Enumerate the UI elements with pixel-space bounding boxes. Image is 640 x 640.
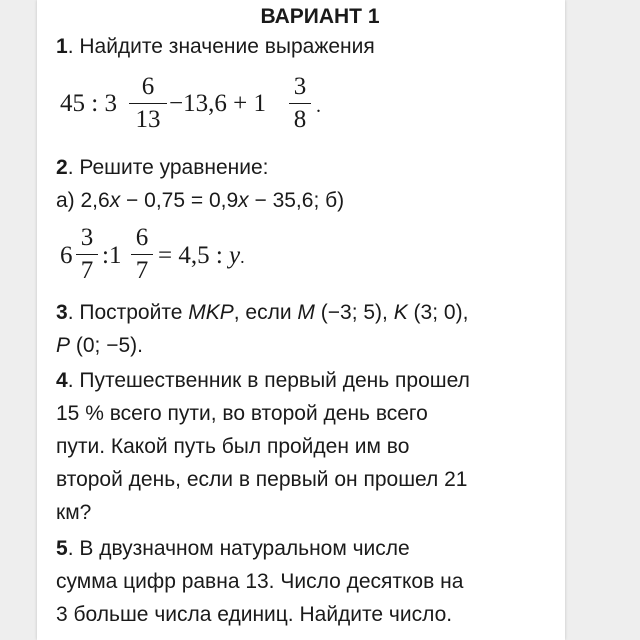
task4-line-4: второй день, если в первый он прошел 21 (56, 468, 468, 491)
fraction-bar (76, 254, 98, 255)
task5-line-1 (56, 535, 410, 563)
point-p-label: P (56, 334, 71, 357)
task1-heading (56, 33, 375, 61)
task2-number: 2 (56, 156, 68, 179)
task2-expr-end: . (240, 247, 245, 267)
variable-y: y (229, 242, 241, 269)
task3-text-start: . Постройте (67, 301, 189, 324)
point-m-label: M (297, 301, 315, 324)
task4-text-line: . Путешественник в первый день прошел (67, 369, 470, 392)
task1-expr-end: . (316, 95, 321, 117)
fraction-bar (131, 254, 153, 255)
point-k-label: K (393, 301, 408, 324)
task2-fraction-1-numerator: 3 (80, 224, 94, 251)
task1-fraction-2-denominator: 8 (293, 106, 307, 133)
task2-expr-rest (158, 242, 245, 271)
task5-text-line: . В двузначном натуральном числе (67, 537, 410, 560)
task1-expr-part-a: 45 : 3 (60, 90, 117, 117)
task1-fraction-1 (129, 73, 167, 134)
equation-a-end: − 35,6; б) (248, 189, 345, 212)
task4-line-3: пути. Какой путь был пройден им во (56, 435, 410, 458)
triangle-name: MKP (188, 301, 234, 324)
task1-fraction-1-numerator: 6 (141, 73, 155, 100)
task1-fraction-2-numerator: 3 (293, 73, 307, 100)
task5-line-3: 3 больше числа единиц. Найдите число. (56, 603, 453, 626)
task2-fraction-2-numerator: 6 (135, 224, 149, 251)
equation-a-middle: − 0,75 = 0,9 (120, 189, 239, 212)
point-p-coords: (0; −5). (70, 334, 143, 357)
task2-fraction-1 (76, 224, 98, 285)
task2-fraction-2-denominator: 7 (135, 257, 149, 284)
task4-line-2: 15 % всего пути, во второй день всего (56, 402, 428, 425)
point-k-coords: (3; 0), (407, 301, 469, 324)
equation-a-start: а) 2,6 (56, 189, 110, 212)
variant-title: ВАРИАНТ 1 (260, 5, 380, 28)
task1-number: 1 (56, 35, 68, 58)
task1-fraction-1-denominator: 13 (135, 106, 161, 133)
task2-fraction-2 (131, 224, 153, 285)
task2-equation-a (56, 187, 344, 215)
task4-line-1 (56, 367, 470, 395)
task1-fraction-2 (289, 73, 311, 134)
task2-division-op: :1 (102, 242, 122, 269)
task2-fraction-1-denominator: 7 (80, 257, 94, 284)
task3-line-2 (56, 332, 143, 360)
task2-heading (56, 154, 269, 182)
task4-line-5: км? (56, 501, 92, 524)
task4-number: 4 (56, 369, 68, 392)
task5-line-2: сумма цифр равна 13. Число десятков на (56, 570, 464, 593)
task3-line-1 (56, 299, 468, 327)
task2-whole-number: 6 (60, 242, 73, 269)
variable-x: x (238, 189, 249, 212)
task3-text-if: , если (233, 301, 298, 324)
variable-x: x (109, 189, 121, 212)
point-m-coords: (−3; 5), (314, 301, 394, 324)
task1-expr-part-b: −13,6 + 1 (169, 90, 266, 117)
fraction-bar (289, 103, 311, 104)
task3-number: 3 (56, 301, 68, 324)
task5-number: 5 (56, 537, 68, 560)
task2-expr-rhs: = 4,5 : (158, 242, 230, 269)
task1-text: . Найдите значение выражения (67, 35, 375, 58)
task2-text: . Решите уравнение: (67, 156, 269, 179)
fraction-bar (129, 103, 167, 104)
